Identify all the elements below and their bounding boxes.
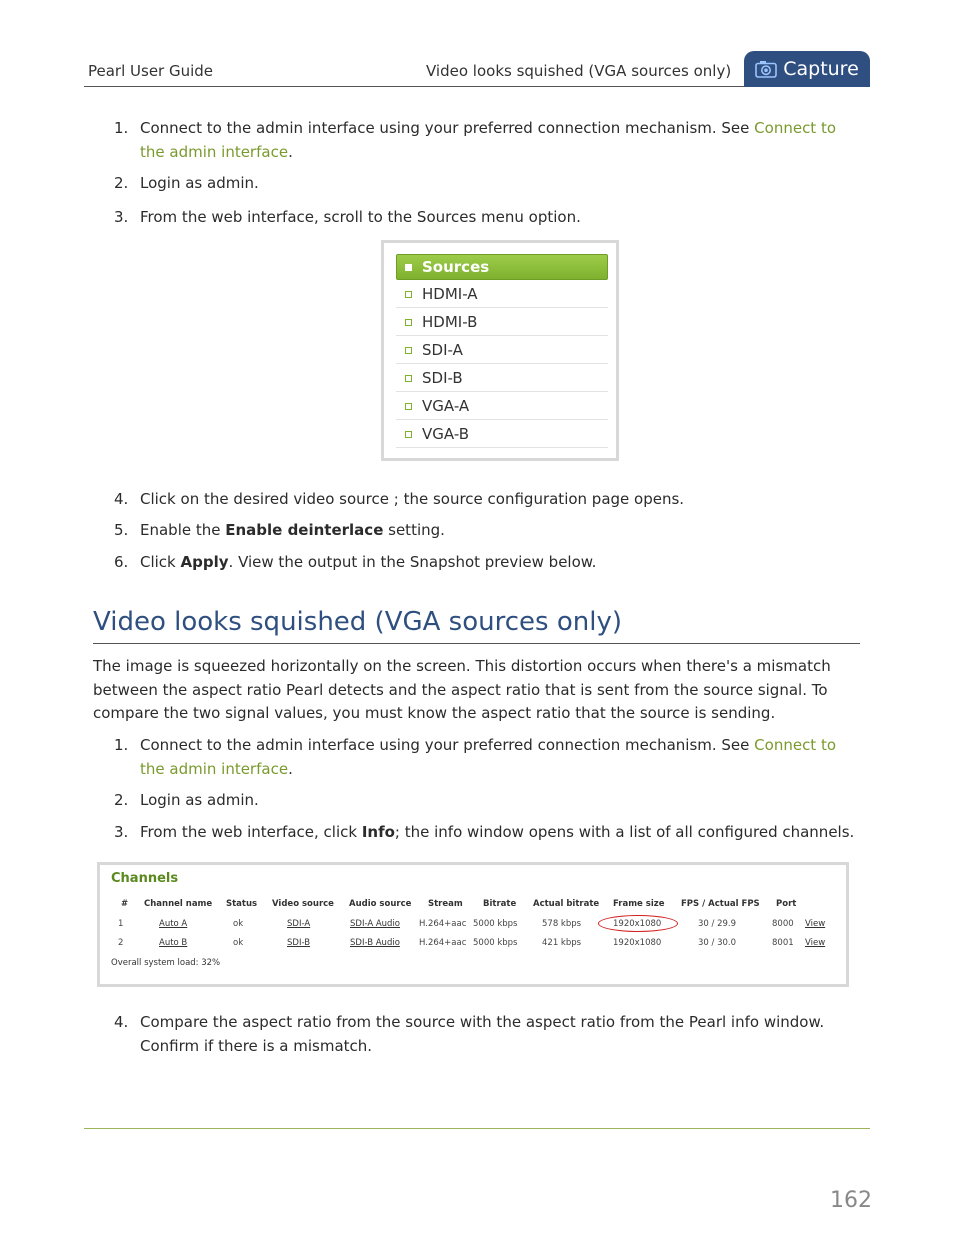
source-label: HDMI-B <box>422 313 478 331</box>
video-source-link[interactable]: SDI-A <box>287 919 311 929</box>
sources-heading-label: Sources <box>422 258 490 276</box>
step-3 <box>114 205 864 229</box>
column-header: Stream <box>428 899 463 909</box>
step-text: Connect to the admin interface using your preferred connection mechanism. See <box>140 736 755 754</box>
intro-paragraph: The image is squeezed horizontally on the screen. This distortion occurs when there's a mismatch between the aspect ratio Pearl detects and the aspect ratio that is sent from the source signal. To compare the two signal values, you must know the aspect ratio that the source is sending. <box>93 657 831 722</box>
sources-menu-screenshot <box>381 240 619 461</box>
square-bullet-icon <box>405 375 412 382</box>
source-item-vga-b[interactable] <box>396 421 608 448</box>
table-cell: 30 / 30.0 <box>698 938 737 948</box>
source-label: HDMI-A <box>422 285 478 303</box>
column-header: Status <box>226 899 258 909</box>
table-cell: ok <box>233 938 244 948</box>
channel-name-link[interactable]: Auto A <box>159 919 188 929</box>
column-header: FPS / Actual FPS <box>681 899 760 909</box>
table-header-row <box>100 899 846 915</box>
square-bullet-icon <box>405 264 412 271</box>
step-text-end: . View the output in the Snapshot preview below. <box>228 553 597 571</box>
source-label: VGA-B <box>422 425 469 443</box>
step-text: Compare the aspect ratio from the source with the aspect ratio from the Pearl info window. Confirm if there is a mismatch. <box>140 1013 825 1055</box>
table-cell: 8001 <box>772 938 794 948</box>
step-text-end: ; the info window opens with a list of all configured channels. <box>394 823 855 841</box>
step-number: 5. <box>114 521 129 539</box>
table-cell: 421 kbps <box>542 938 582 948</box>
step-number: 1. <box>114 119 129 137</box>
page-number: 162 <box>830 1188 872 1213</box>
square-bullet-icon <box>405 347 412 354</box>
square-bullet-icon <box>405 319 412 326</box>
camera-icon <box>755 60 777 78</box>
table-cell: ok <box>233 919 244 929</box>
frame-size-cell: 1920x1080 <box>613 919 662 929</box>
table-cell: 5000 kbps <box>473 938 518 948</box>
section-title-header: Video looks squished (VGA sources only) <box>426 62 732 80</box>
table-cell: 1 <box>118 919 124 929</box>
source-label: SDI-B <box>422 369 463 387</box>
column-header: Frame size <box>613 899 665 909</box>
step-bold-term: Enable deinterlace <box>225 521 384 539</box>
step-number: 6. <box>114 553 129 571</box>
table-row <box>100 919 846 935</box>
step-text: From the web interface, scroll to the Sources menu option. <box>140 208 581 226</box>
table-cell: H.264+aac <box>419 938 467 948</box>
source-item-sdi-a[interactable] <box>396 337 608 364</box>
table-row <box>100 938 846 954</box>
source-item-sdi-b[interactable] <box>396 365 608 392</box>
step-1 <box>114 116 864 164</box>
step-text: Connect to the admin interface using your preferred connection mechanism. See <box>140 119 755 137</box>
step-number: 3. <box>114 208 129 226</box>
step-5 <box>114 518 864 542</box>
connect-admin-link[interactable]: Connect to the admin interface <box>140 736 837 778</box>
step-text: Click on the desired video source ; the source configuration page opens. <box>140 490 685 508</box>
frame-size-cell: 1920x1080 <box>613 938 662 948</box>
column-header: Video source <box>272 899 334 909</box>
square-bullet-icon <box>405 291 412 298</box>
view-link[interactable]: View <box>805 938 826 948</box>
source-label: VGA-A <box>422 397 470 415</box>
capture-tab[interactable] <box>744 51 870 87</box>
step-4b <box>114 1010 864 1058</box>
step-text: Click <box>140 553 181 571</box>
step-text: Login as admin. <box>140 791 259 809</box>
system-load-text: Overall system load: 32% <box>111 958 221 968</box>
source-item-hdmi-a[interactable] <box>396 281 608 308</box>
header-divider <box>84 86 744 87</box>
channel-name-link[interactable]: Auto B <box>159 938 188 948</box>
guide-title: Pearl User Guide <box>88 62 214 80</box>
channels-screenshot <box>97 862 849 987</box>
table-cell: 8000 <box>772 919 794 929</box>
connect-admin-link[interactable]: Connect to the admin interface <box>140 119 837 161</box>
audio-source-link[interactable]: SDI-A Audio <box>350 919 401 929</box>
step-text-end: . <box>288 760 293 778</box>
step-number: 4. <box>114 490 129 508</box>
audio-source-link[interactable]: SDI-B Audio <box>350 938 400 948</box>
view-link[interactable]: View <box>805 919 826 929</box>
step-bold-term: Info <box>361 823 395 841</box>
step-text: From the web interface, click <box>140 823 362 841</box>
square-bullet-icon <box>405 403 412 410</box>
step-number: 2. <box>114 174 129 192</box>
section-heading: Video looks squished (VGA sources only) <box>93 607 622 637</box>
step-2 <box>114 171 864 195</box>
table-cell: 30 / 29.9 <box>698 919 737 929</box>
step-number: 2. <box>114 791 129 809</box>
source-label: SDI-A <box>422 341 463 359</box>
step-number: 1. <box>114 736 129 754</box>
step-text: Login as admin. <box>140 174 259 192</box>
sources-heading[interactable] <box>396 254 608 280</box>
square-bullet-icon <box>405 431 412 438</box>
table-cell: 2 <box>118 938 124 948</box>
step-number: 4. <box>114 1013 129 1031</box>
video-source-link[interactable]: SDI-B <box>287 938 311 948</box>
source-item-hdmi-b[interactable] <box>396 309 608 336</box>
source-item-vga-a[interactable] <box>396 393 608 420</box>
step-text-end: setting. <box>383 521 445 539</box>
table-cell: 5000 kbps <box>473 919 518 929</box>
step-4 <box>114 487 864 511</box>
step-2b <box>114 788 864 812</box>
column-header: Channel name <box>144 899 213 909</box>
column-header: Bitrate <box>483 899 517 909</box>
table-cell: 578 kbps <box>542 919 582 929</box>
step-1b <box>114 733 864 781</box>
column-header: Actual bitrate <box>533 899 600 909</box>
tab-label: Capture <box>783 58 859 80</box>
step-text: Enable the <box>140 521 226 539</box>
table-cell: H.264+aac <box>419 919 467 929</box>
frame-size-highlight-oval <box>598 915 678 932</box>
channels-title: Channels <box>111 871 179 886</box>
column-header: Audio source <box>349 899 412 909</box>
column-header: # <box>121 899 129 909</box>
step-6 <box>114 550 864 574</box>
heading-divider <box>93 643 860 644</box>
footer-divider <box>84 1128 870 1129</box>
step-number: 3. <box>114 823 129 841</box>
step-text-end: . <box>288 143 293 161</box>
step-bold-term: Apply <box>180 553 229 571</box>
step-3b <box>114 820 864 844</box>
column-header: Port <box>776 899 797 909</box>
